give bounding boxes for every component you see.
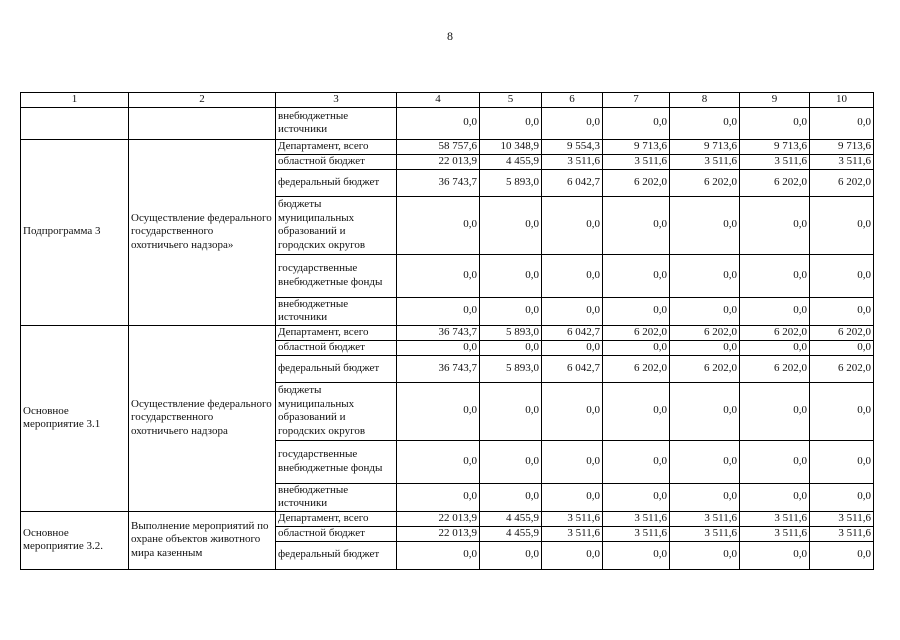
- value-cell: 36 743,7: [397, 355, 480, 382]
- value-cell: 3 511,6: [670, 511, 740, 526]
- value-cell: 10 348,9: [480, 139, 542, 154]
- funding-source-cell: Департамент, всего: [276, 325, 397, 340]
- value-cell: 0,0: [670, 196, 740, 254]
- value-cell: 0,0: [542, 440, 603, 483]
- value-cell: 0,0: [810, 483, 874, 511]
- value-cell: 0,0: [603, 107, 670, 139]
- funding-source-cell: федеральный бюджет: [276, 355, 397, 382]
- value-cell: 0,0: [810, 196, 874, 254]
- column-number-row: [21, 93, 874, 108]
- value-cell: 22 013,9: [397, 526, 480, 541]
- value-cell: 6 042,7: [542, 169, 603, 196]
- value-cell: 0,0: [603, 440, 670, 483]
- value-cell: 0,0: [480, 340, 542, 355]
- value-cell: 3 511,6: [542, 511, 603, 526]
- value-cell: 0,0: [542, 541, 603, 569]
- value-cell: 0,0: [670, 483, 740, 511]
- value-cell: 0,0: [542, 107, 603, 139]
- value-cell: 0,0: [603, 254, 670, 297]
- table-row: [21, 511, 874, 526]
- value-cell: 0,0: [740, 254, 810, 297]
- value-cell: 0,0: [542, 196, 603, 254]
- value-cell: 0,0: [397, 107, 480, 139]
- value-cell: 3 511,6: [542, 154, 603, 169]
- empty-name-cell: [129, 107, 276, 139]
- program-name-cell: Осуществление федерального государственного охотничьего надзора: [129, 325, 276, 511]
- value-cell: 6 202,0: [670, 325, 740, 340]
- column-number-cell: 2: [129, 93, 276, 108]
- value-cell: 58 757,6: [397, 139, 480, 154]
- value-cell: 0,0: [603, 340, 670, 355]
- value-cell: 0,0: [603, 541, 670, 569]
- value-cell: 9 713,6: [810, 139, 874, 154]
- value-cell: 9 713,6: [603, 139, 670, 154]
- value-cell: 0,0: [740, 107, 810, 139]
- value-cell: 0,0: [670, 382, 740, 440]
- funding-source-cell: внебюджетные источники: [276, 297, 397, 325]
- value-cell: 9 713,6: [670, 139, 740, 154]
- value-cell: 9 713,6: [740, 139, 810, 154]
- value-cell: 0,0: [397, 483, 480, 511]
- table-body: [21, 93, 874, 570]
- value-cell: 0,0: [397, 541, 480, 569]
- value-cell: 0,0: [480, 196, 542, 254]
- program-code-cell: Основное мероприятие 3.2.: [21, 511, 129, 569]
- value-cell: 0,0: [480, 440, 542, 483]
- funding-source-cell: Департамент, всего: [276, 511, 397, 526]
- value-cell: 3 511,6: [740, 526, 810, 541]
- value-cell: 3 511,6: [740, 511, 810, 526]
- value-cell: 3 511,6: [740, 154, 810, 169]
- value-cell: 0,0: [670, 440, 740, 483]
- funding-source-cell: областной бюджет: [276, 340, 397, 355]
- funding-source-cell: федеральный бюджет: [276, 169, 397, 196]
- value-cell: 6 202,0: [740, 355, 810, 382]
- empty-code-cell: [21, 107, 129, 139]
- value-cell: 6 202,0: [810, 325, 874, 340]
- value-cell: 0,0: [810, 440, 874, 483]
- value-cell: 3 511,6: [603, 526, 670, 541]
- value-cell: 6 202,0: [603, 169, 670, 196]
- value-cell: 0,0: [670, 541, 740, 569]
- value-cell: 0,0: [670, 107, 740, 139]
- value-cell: 3 511,6: [603, 511, 670, 526]
- value-cell: 0,0: [603, 196, 670, 254]
- funding-source-cell: внебюджетные источники: [276, 107, 397, 139]
- column-number-cell: 3: [276, 93, 397, 108]
- value-cell: 0,0: [740, 440, 810, 483]
- value-cell: 22 013,9: [397, 511, 480, 526]
- value-cell: 0,0: [740, 196, 810, 254]
- column-number-cell: 10: [810, 93, 874, 108]
- value-cell: 3 511,6: [542, 526, 603, 541]
- value-cell: 0,0: [740, 297, 810, 325]
- value-cell: 4 455,9: [480, 511, 542, 526]
- value-cell: 0,0: [810, 297, 874, 325]
- value-cell: 0,0: [542, 297, 603, 325]
- value-cell: 0,0: [603, 297, 670, 325]
- value-cell: 0,0: [810, 541, 874, 569]
- value-cell: 0,0: [397, 440, 480, 483]
- value-cell: 0,0: [480, 254, 542, 297]
- value-cell: 36 743,7: [397, 169, 480, 196]
- value-cell: 0,0: [480, 483, 542, 511]
- funding-source-cell: бюджеты муниципальных образований и городских округов: [276, 382, 397, 440]
- value-cell: 6 202,0: [670, 355, 740, 382]
- value-cell: 36 743,7: [397, 325, 480, 340]
- value-cell: 3 511,6: [670, 526, 740, 541]
- funding-source-cell: бюджеты муниципальных образований и городских округов: [276, 196, 397, 254]
- program-name-cell: Выполнение мероприятий по охране объектов животного мира казенным: [129, 511, 276, 569]
- column-number-cell: 1: [21, 93, 129, 108]
- column-number-cell: 6: [542, 93, 603, 108]
- value-cell: 0,0: [397, 382, 480, 440]
- value-cell: 0,0: [810, 254, 874, 297]
- program-code-cell: Основное мероприятие 3.1: [21, 325, 129, 511]
- funding-source-cell: областной бюджет: [276, 154, 397, 169]
- value-cell: 22 013,9: [397, 154, 480, 169]
- funding-source-cell: внебюджетные источники: [276, 483, 397, 511]
- value-cell: 6 202,0: [740, 169, 810, 196]
- funding-source-cell: областной бюджет: [276, 526, 397, 541]
- value-cell: 0,0: [740, 483, 810, 511]
- table-row: [21, 139, 874, 154]
- value-cell: 6 202,0: [810, 169, 874, 196]
- funding-source-cell: Департамент, всего: [276, 139, 397, 154]
- value-cell: 0,0: [670, 254, 740, 297]
- funding-source-cell: государственные внебюджетные фонды: [276, 440, 397, 483]
- value-cell: 3 511,6: [810, 511, 874, 526]
- value-cell: 0,0: [397, 196, 480, 254]
- value-cell: 0,0: [480, 107, 542, 139]
- value-cell: 9 554,3: [542, 139, 603, 154]
- budget-table: [20, 92, 874, 570]
- value-cell: 6 042,7: [542, 325, 603, 340]
- value-cell: 4 455,9: [480, 526, 542, 541]
- value-cell: 6 202,0: [603, 325, 670, 340]
- funding-source-cell: федеральный бюджет: [276, 541, 397, 569]
- column-number-cell: 7: [603, 93, 670, 108]
- page-number: 8: [447, 29, 453, 43]
- value-cell: 0,0: [480, 541, 542, 569]
- value-cell: 0,0: [542, 382, 603, 440]
- value-cell: 5 893,0: [480, 325, 542, 340]
- program-code-cell: Подпрограмма 3: [21, 139, 129, 325]
- value-cell: 0,0: [603, 382, 670, 440]
- value-cell: 0,0: [670, 297, 740, 325]
- value-cell: 6 202,0: [740, 325, 810, 340]
- program-name-cell: Осуществление федерального государственного охотничьего надзора»: [129, 139, 276, 325]
- value-cell: 0,0: [810, 107, 874, 139]
- value-cell: 0,0: [397, 254, 480, 297]
- table-row: [21, 325, 874, 340]
- value-cell: 0,0: [542, 340, 603, 355]
- value-cell: 0,0: [740, 340, 810, 355]
- column-number-cell: 9: [740, 93, 810, 108]
- column-number-cell: 5: [480, 93, 542, 108]
- value-cell: 0,0: [397, 297, 480, 325]
- value-cell: 0,0: [810, 340, 874, 355]
- value-cell: 6 202,0: [810, 355, 874, 382]
- value-cell: 6 202,0: [670, 169, 740, 196]
- value-cell: 3 511,6: [603, 154, 670, 169]
- value-cell: 0,0: [480, 297, 542, 325]
- column-number-cell: 4: [397, 93, 480, 108]
- value-cell: 5 893,0: [480, 355, 542, 382]
- value-cell: 0,0: [740, 541, 810, 569]
- value-cell: 0,0: [810, 382, 874, 440]
- value-cell: 0,0: [740, 382, 810, 440]
- value-cell: 4 455,9: [480, 154, 542, 169]
- value-cell: 0,0: [480, 382, 542, 440]
- value-cell: 0,0: [397, 340, 480, 355]
- value-cell: 3 511,6: [810, 154, 874, 169]
- value-cell: 3 511,6: [670, 154, 740, 169]
- value-cell: 0,0: [542, 483, 603, 511]
- value-cell: 0,0: [603, 483, 670, 511]
- value-cell: 0,0: [670, 340, 740, 355]
- value-cell: 0,0: [542, 254, 603, 297]
- value-cell: 6 202,0: [603, 355, 670, 382]
- value-cell: 5 893,0: [480, 169, 542, 196]
- funding-source-cell: государственные внебюджетные фонды: [276, 254, 397, 297]
- value-cell: 6 042,7: [542, 355, 603, 382]
- table-row: [21, 107, 874, 139]
- column-number-cell: 8: [670, 93, 740, 108]
- value-cell: 3 511,6: [810, 526, 874, 541]
